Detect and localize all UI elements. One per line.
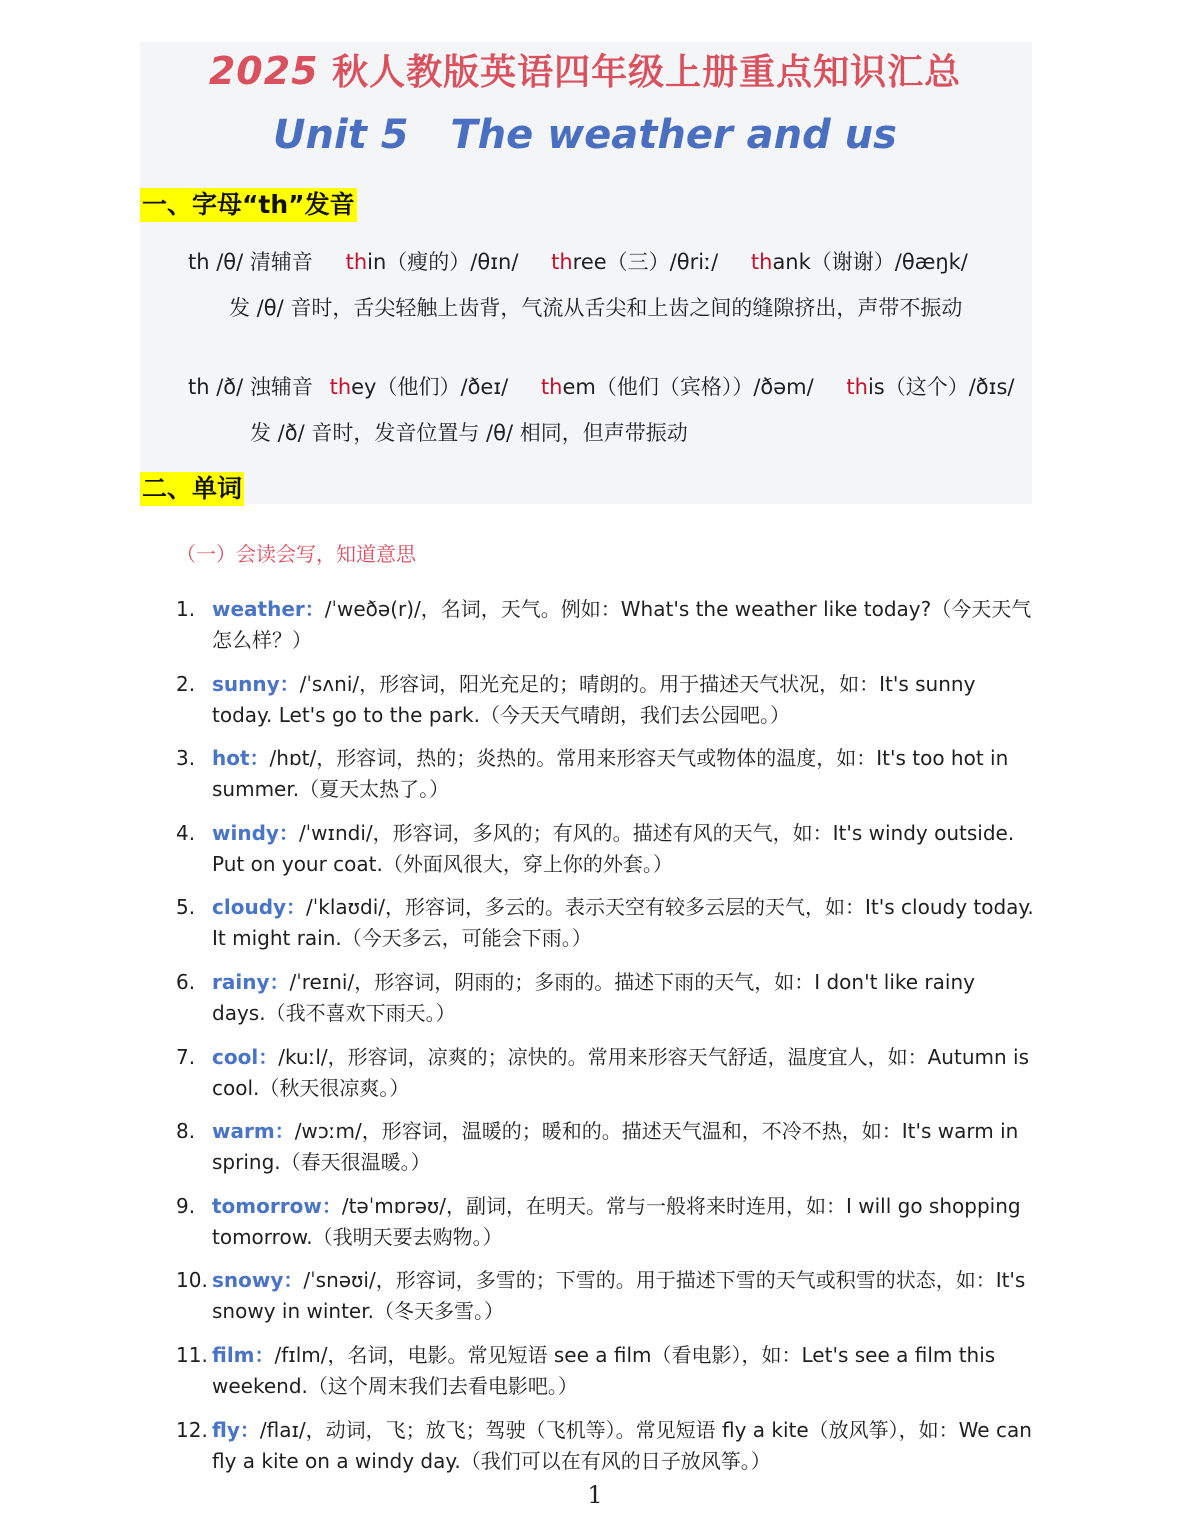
list-item: 10. snowy：/ˈsnəʊi/，形容词，多雪的；下雪的。用于描述下雪的天气或积雪的状态，如：It's snowy in winter.（冬天多雪。） [176, 1268, 1026, 1324]
section-2-subheading: （一）会读会写，知道意思 [176, 542, 416, 566]
vocab-term: film： [212, 1342, 275, 1367]
example-word: them（他们（宾格））/ðəm/ [540, 375, 814, 399]
vocab-term: weather： [212, 597, 325, 621]
th-voiced-label: th /ð/ 浊辅音 [188, 375, 313, 399]
vocab-definition: /ˈweðə(r)/，名词，天气。例如：What's the weather like today?（今天天气怎么样？） [212, 597, 1032, 652]
vocab-definition: /wɔːm/，形容词，温暖的；暖和的。描述天气温和，不冷不热，如：It's warm in spring.（春天很温暖。） [212, 1119, 1019, 1175]
list-item: 4. windy：/ˈwɪndi/，形容词，多风的；有风的。描述有风的天气，如：It's windy outside. Put on your coat.（外面风很大，穿上你的外套。） [176, 820, 1015, 876]
vocab-term: warm： [212, 1119, 295, 1144]
example-word: they（他们）/ðeɪ/ [329, 375, 509, 399]
vocab-definition: /fɪlm/，名词，电影。常见短语 see a film（看电影），如：Let's see a film this weekend.（这个周末我们去看电影吧。） [212, 1342, 996, 1398]
th-voiceless-row [188, 246, 968, 276]
vocab-definition: /ˈreɪni/，形容词，阴雨的；多雨的。描述下雨的天气，如：I don't like rainy days.（我不喜欢下雨天。） [212, 969, 975, 1025]
vocab-definition: /ˈklaʊdi/，形容词，多云的。表示天空有较多云层的天气，如：It's cloudy today. It might rain.（今天多云，可能会下雨。） [212, 895, 1034, 951]
vocab-term: fly： [212, 1417, 260, 1442]
th-voiced-note: 发 /ð/ 音时，发音位置与 /θ/ 相同，但声带振动 [250, 421, 688, 445]
unit-title: Unit 5 The weather and us [273, 112, 897, 158]
list-item: 7. cool：/kuːl/，形容词，凉爽的；凉快的。常用来形容天气舒适，温度宜人，如：Autumn is cool.（秋天很凉爽。） [176, 1044, 1029, 1100]
vocab-definition: /flaɪ/，动词，飞；放飞；驾驶（飞机等）。常见短语 fly a kite（放风筝），如：We can fly a kite on a windy day.（我们可以在有风的日子放风筝。） [212, 1417, 1032, 1473]
example-word: three（三）/θriː/ [551, 250, 719, 274]
section-2-heading: 二、单词 [140, 472, 244, 506]
vocab-term: cloudy： [212, 895, 307, 920]
example-word: thin（瘦的）/θɪn/ [345, 250, 519, 274]
vocab-definition: /təˈmɒrəʊ/，副词，在明天。常与一般将来时连用，如：I will go shopping tomorrow.（我明天要去购物。） [212, 1193, 1021, 1249]
vocab-term: windy： [212, 820, 299, 845]
page-number: 1 [587, 1481, 603, 1509]
vocab-term: cool： [212, 1044, 279, 1069]
vocab-definition: /ˈsʌni/，形容词，阳光充足的；晴朗的。用于描述天气状况，如：It's sunny today. Let's go to the park.（今天天气晴朗，我们去公园吧。） [212, 671, 976, 727]
title-year: 2025 [208, 49, 319, 93]
list-item: 3. hot：/hɒt/，形容词，热的；炎热的。常用来形容天气或物体的温度，如：It's too hot in summer.（夏天太热了。） [176, 746, 1009, 802]
vocab-definition: /kuːl/，形容词，凉爽的；凉快的。常用来形容天气舒适，温度宜人，如：Autumn is cool.（秋天很凉爽。） [212, 1044, 1029, 1100]
vocab-term: tomorrow： [212, 1193, 342, 1218]
list-item: 2. sunny：/ˈsʌni/，形容词，阳光充足的；晴朗的。用于描述天气状况，如：It's sunny today. Let's go to the park.（今天天气晴朗，我们去公园吧。） [176, 671, 976, 727]
list-item: 6. rainy：/ˈreɪni/，形容词，阴雨的；多雨的。描述下雨的天气，如：I don't like rainy days.（我不喜欢下雨天。） [176, 969, 975, 1025]
th-voiceless-label: th /θ/ 清辅音 [188, 250, 313, 274]
list-item: 8. warm：/wɔːm/，形容词，温暖的；暖和的。描述天气温和，不冷不热，如：It's warm in spring.（春天很温暖。） [176, 1119, 1019, 1175]
list-item: 1. weather：/ˈweðə(r)/，名词，天气。例如：What's the weather like today?（今天天气怎么样？） [176, 597, 1032, 652]
list-item: 12. fly：/flaɪ/，动词，飞；放飞；驾驶（飞机等）。常见短语 fly a kite（放风筝），如：We can fly a kite on a windy day.（我们可以在有风的日子放风筝。） [176, 1417, 1032, 1473]
vocab-term: rainy： [212, 969, 290, 994]
example-word: thank（谢谢）/θæŋk/ [750, 250, 968, 274]
vocab-term: sunny： [212, 671, 300, 696]
th-voiceless-note: 发 /θ/ 音时，舌尖轻触上齿背，气流从舌尖和上齿之间的缝隙挤出，声带不振动 [229, 296, 963, 320]
vocab-definition: /hɒt/，形容词，热的；炎热的。常用来形容天气或物体的温度，如：It's too hot in summer.（夏天太热了。） [212, 746, 1009, 802]
list-item: 11. film：/fɪlm/，名词，电影。常见短语 see a film（看电影），如：Let's see a film this weekend.（这个周末我们去看电影吧。） [176, 1342, 996, 1398]
th-voiced-row [188, 371, 1014, 401]
vocab-definition: /ˈsnəʊi/，形容词，多雪的；下雪的。用于描述下雪的天气或积雪的状态，如：It's snowy in winter.（冬天多雪。） [212, 1268, 1026, 1324]
vocabulary-list [176, 594, 1034, 1489]
document-title [0, 44, 1170, 95]
list-item: 9. tomorrow：/təˈmɒrəʊ/，副词，在明天。常与一般将来时连用，如：I will go shopping tomorrow.（我明天要去购物。） [176, 1193, 1021, 1249]
title-main-text: 秋人教版英语四年级上册重点知识汇总 [332, 52, 962, 93]
example-word: this（这个）/ðɪs/ [846, 375, 1015, 399]
list-item: 5. cloudy：/ˈklaʊdi/，形容词，多云的。表示天空有较多云层的天气，如：It's cloudy today. It might rain.（今天多云，可能会下雨。） [176, 895, 1034, 951]
vocab-term: hot： [212, 746, 270, 771]
section-1-heading: 一、字母“th”发音 [140, 188, 357, 222]
vocab-term: snowy： [212, 1268, 304, 1293]
vocab-definition: /ˈwɪndi/，形容词，多风的；有风的。描述有风的天气，如：It's windy outside. Put on your coat.（外面风很大，穿上你的外套。） [212, 820, 1015, 876]
